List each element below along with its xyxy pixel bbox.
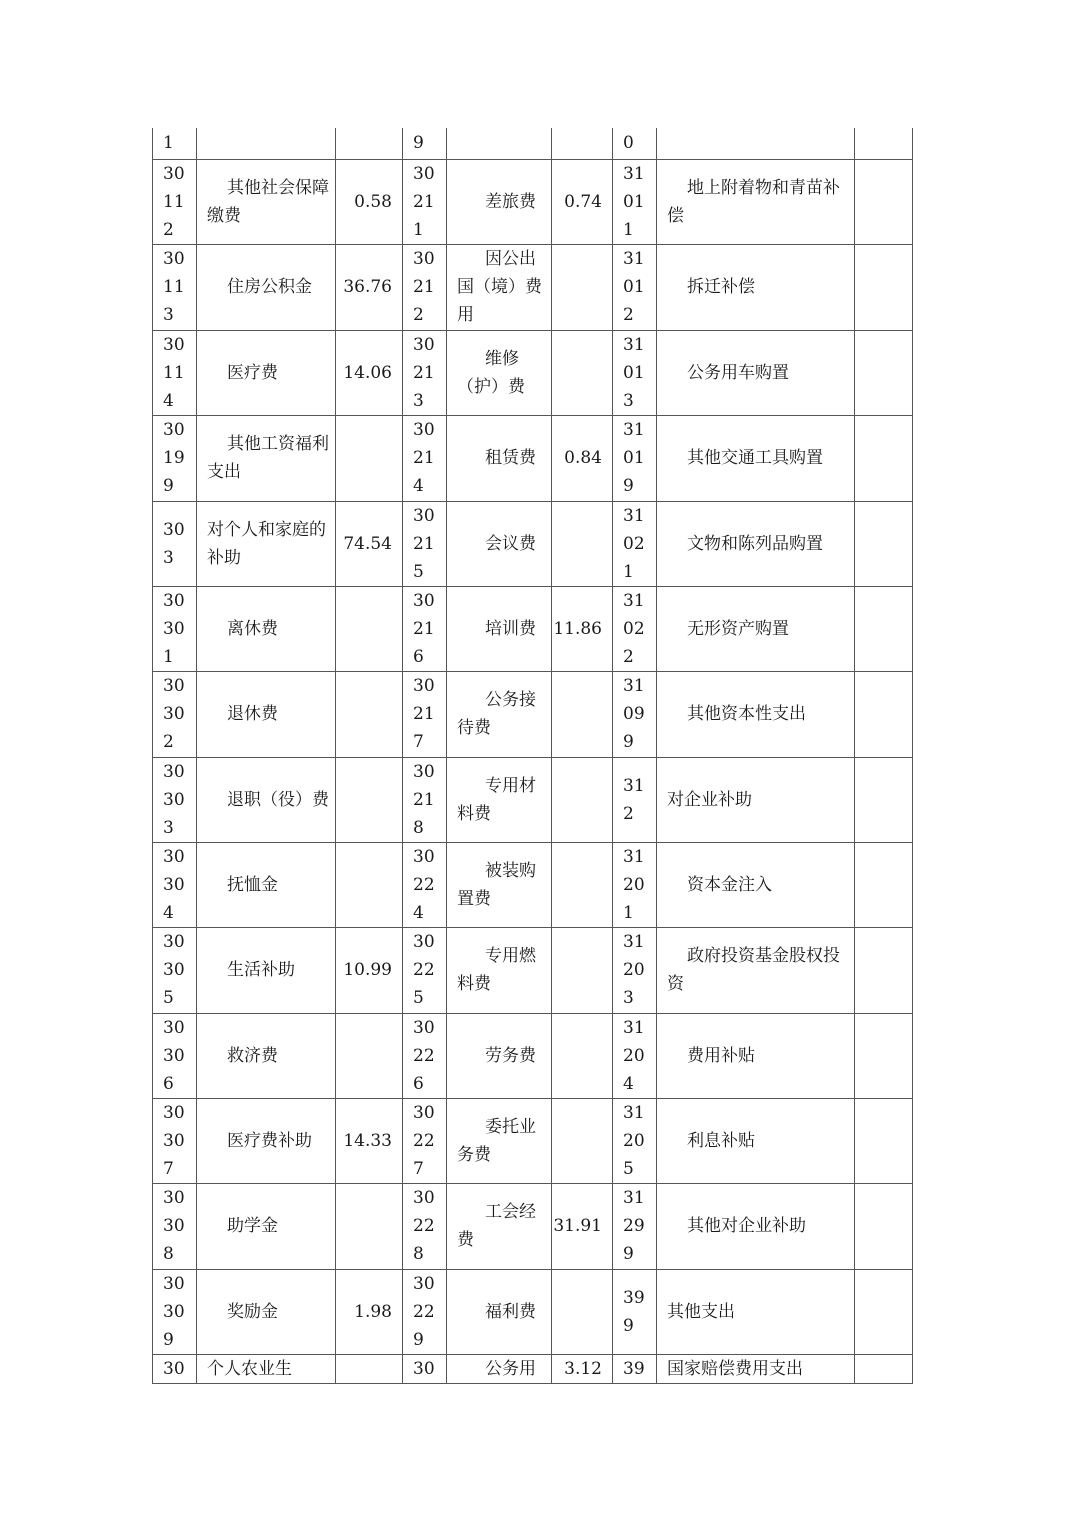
amount-value (552, 330, 613, 415)
amount-value: 14.33 (336, 1098, 403, 1183)
account-code (153, 586, 197, 671)
account-name (447, 128, 552, 159)
account-name (657, 1098, 855, 1183)
account-name (197, 1354, 336, 1383)
account-name-text: 医疗费 (227, 362, 278, 383)
account-code (153, 244, 197, 330)
account-code (403, 586, 447, 671)
account-code-text: 30 (413, 1358, 435, 1379)
account-code (153, 128, 197, 159)
account-name-text: 其他对企业补助 (687, 1216, 806, 1236)
account-name-text: 因公出国（境）费用 (457, 249, 542, 325)
table-row (153, 1098, 913, 1183)
account-name-text: 拆迁补偿 (687, 277, 755, 297)
account-name (197, 671, 336, 757)
account-code-text: 30199 (163, 420, 185, 496)
account-code (403, 1269, 447, 1354)
account-code-text: 30113 (163, 249, 185, 325)
account-code-text: 30225 (413, 932, 435, 1008)
account-code-text: 30214 (413, 420, 435, 496)
account-name-text: 其他支出 (667, 1301, 735, 1322)
account-name-text: 救济费 (227, 1045, 278, 1066)
account-name (447, 244, 552, 330)
account-code (403, 757, 447, 842)
account-code (403, 842, 447, 927)
account-name (657, 244, 855, 330)
account-name-text: 劳务费 (485, 1045, 536, 1066)
account-code (613, 757, 657, 842)
account-code-text: 30215 (413, 505, 435, 582)
account-code-text: 39 (623, 1358, 645, 1379)
amount-value: 31.91 (552, 1183, 613, 1269)
table-row (153, 1183, 913, 1269)
account-code (613, 128, 657, 159)
account-code (153, 330, 197, 415)
table-row (153, 927, 913, 1013)
amount-value (336, 671, 403, 757)
account-code-text: 30218 (413, 761, 435, 838)
account-name (197, 501, 336, 586)
account-code (613, 671, 657, 757)
amount-value (855, 1269, 913, 1354)
account-code-text: 30308 (163, 1188, 185, 1264)
account-code (613, 1183, 657, 1269)
account-name-text: 专用材料费 (457, 775, 536, 824)
account-code (153, 1269, 197, 1354)
account-name (447, 1269, 552, 1354)
account-code (153, 927, 197, 1013)
account-name-text: 工会经费 (457, 1202, 536, 1250)
account-code (613, 1269, 657, 1354)
account-code (153, 842, 197, 927)
amount-value (552, 501, 613, 586)
account-name (657, 1354, 855, 1383)
account-name-text: 政府投资基金股权投资 (667, 946, 840, 994)
account-code (613, 501, 657, 586)
account-code-text: 31299 (623, 1188, 645, 1264)
amount-value: 10.99 (336, 927, 403, 1013)
account-name (447, 1183, 552, 1269)
account-name (197, 927, 336, 1013)
account-code (613, 159, 657, 244)
amount-value (552, 1098, 613, 1183)
amount-value (552, 1013, 613, 1098)
account-name (657, 128, 855, 159)
account-name-text: 培训费 (485, 618, 536, 639)
amount-value (336, 1183, 403, 1269)
table-row (153, 1354, 913, 1383)
account-name-text: 住房公积金 (227, 277, 312, 297)
account-name-text: 离休费 (227, 618, 278, 639)
account-code-text: 31013 (623, 334, 645, 411)
amount-value (552, 757, 613, 842)
account-name-text: 租赁费 (485, 448, 536, 468)
account-code (403, 927, 447, 1013)
account-name (197, 415, 336, 501)
amount-value (855, 586, 913, 671)
account-code-text: 31021 (623, 505, 645, 582)
account-name (447, 159, 552, 244)
account-name (657, 842, 855, 927)
amount-value (552, 244, 613, 330)
account-name (657, 501, 855, 586)
account-code-text: 31019 (623, 420, 645, 496)
account-name (447, 671, 552, 757)
account-code-text: 30227 (413, 1102, 435, 1179)
account-name (657, 671, 855, 757)
table-row (153, 1013, 913, 1098)
account-name (197, 586, 336, 671)
account-code-text: 30 (163, 1358, 185, 1379)
amount-value (552, 671, 613, 757)
account-name (657, 330, 855, 415)
account-code-text: 30112 (163, 163, 185, 240)
account-name (657, 1013, 855, 1098)
account-name-text: 抚恤金 (227, 874, 278, 895)
account-code-text: 30212 (413, 249, 435, 325)
account-name (447, 501, 552, 586)
account-code-text: 30305 (163, 932, 185, 1008)
account-name-text: 对企业补助 (667, 789, 752, 810)
amount-value (336, 1354, 403, 1383)
account-code-text: 31011 (623, 163, 645, 240)
account-name (657, 159, 855, 244)
amount-value (855, 1013, 913, 1098)
amount-value: 14.06 (336, 330, 403, 415)
amount-value (855, 757, 913, 842)
account-name (657, 927, 855, 1013)
table-row (153, 671, 913, 757)
account-code (403, 159, 447, 244)
account-code (403, 244, 447, 330)
amount-value (336, 128, 403, 159)
account-name-text: 公务用 (485, 1358, 536, 1379)
account-name (197, 159, 336, 244)
amount-value (855, 159, 913, 244)
account-code (403, 415, 447, 501)
account-code (153, 159, 197, 244)
table-row (153, 842, 913, 927)
account-name (657, 757, 855, 842)
account-name-text: 被装购置费 (457, 860, 536, 909)
account-code (403, 671, 447, 757)
account-code-text: 30114 (163, 334, 185, 411)
amount-value (552, 128, 613, 159)
budget-expense-table (152, 128, 913, 1384)
account-name (447, 757, 552, 842)
table-row (153, 330, 913, 415)
account-name-text: 其他工资福利支出 (207, 434, 329, 482)
amount-value: 0.74 (552, 159, 613, 244)
account-name (197, 1013, 336, 1098)
account-code-text: 30224 (413, 846, 435, 923)
account-name-text: 个人农业生 (207, 1358, 292, 1379)
account-name (447, 415, 552, 501)
account-code-text: 30217 (413, 676, 435, 752)
amount-value (855, 1183, 913, 1269)
account-code-text: 30307 (163, 1102, 185, 1179)
account-code-text: 30301 (163, 590, 185, 667)
amount-value (855, 244, 913, 330)
account-code (613, 1098, 657, 1183)
account-code-text: 31022 (623, 590, 645, 667)
account-code-text: 31099 (623, 676, 645, 752)
account-code (403, 1098, 447, 1183)
account-code-text: 30229 (413, 1273, 435, 1350)
amount-value (855, 1354, 913, 1383)
account-name-text: 退职（役）费 (227, 789, 329, 810)
account-code-text: 9 (413, 133, 424, 154)
amount-value: 11.86 (552, 586, 613, 671)
account-code-text: 31203 (623, 932, 645, 1008)
account-code (153, 1098, 197, 1183)
account-name (447, 330, 552, 415)
account-name-text: 福利费 (485, 1301, 536, 1322)
account-code-text: 1 (163, 133, 174, 154)
account-name-text: 公务接待费 (457, 690, 536, 738)
account-name (197, 330, 336, 415)
table-row (153, 415, 913, 501)
account-code (613, 244, 657, 330)
amount-value (336, 1013, 403, 1098)
account-code (153, 501, 197, 586)
account-name-text: 会议费 (485, 533, 536, 554)
account-code (153, 1013, 197, 1098)
account-code (403, 1013, 447, 1098)
account-code-text: 30228 (413, 1188, 435, 1264)
table-row (153, 128, 913, 159)
account-code (153, 757, 197, 842)
account-name-text: 地上附着物和青苗补偿 (667, 177, 840, 226)
account-name (447, 586, 552, 671)
amount-value: 0.84 (552, 415, 613, 501)
amount-value (855, 330, 913, 415)
amount-value (855, 927, 913, 1013)
account-name (657, 1269, 855, 1354)
account-code-text: 31201 (623, 846, 645, 923)
amount-value: 1.98 (336, 1269, 403, 1354)
amount-value (336, 415, 403, 501)
account-name-text: 专用燃料费 (457, 946, 536, 994)
account-name-text: 助学金 (227, 1216, 278, 1236)
amount-value: 0.58 (336, 159, 403, 244)
account-code-text: 31205 (623, 1102, 645, 1179)
account-code-text: 30211 (413, 163, 435, 240)
account-name-text: 其他资本性支出 (687, 704, 806, 724)
account-code-text: 0 (623, 133, 634, 154)
account-name-text: 资本金注入 (687, 874, 772, 895)
account-code (153, 671, 197, 757)
account-name-text: 医疗费补助 (227, 1130, 312, 1151)
account-name (197, 128, 336, 159)
account-name (657, 1183, 855, 1269)
account-name (447, 1354, 552, 1383)
account-code (403, 128, 447, 159)
account-name-text: 无形资产购置 (687, 618, 789, 639)
account-code-text: 30213 (413, 334, 435, 411)
account-code-text: 30303 (163, 761, 185, 838)
account-code-text: 303 (163, 519, 185, 568)
account-name-text: 国家赔偿费用支出 (667, 1358, 803, 1379)
account-name-text: 退休费 (227, 704, 278, 724)
table-row (153, 501, 913, 586)
account-code (613, 842, 657, 927)
account-name-text: 其他社会保障缴费 (207, 177, 329, 226)
amount-value (552, 927, 613, 1013)
account-name (657, 415, 855, 501)
account-code-text: 30304 (163, 846, 185, 923)
account-code (613, 586, 657, 671)
account-code-text: 30226 (413, 1017, 435, 1094)
account-name (447, 1098, 552, 1183)
table-row (153, 586, 913, 671)
table-row (153, 1269, 913, 1354)
account-code-text: 31204 (623, 1017, 645, 1094)
account-code (613, 330, 657, 415)
account-code (153, 415, 197, 501)
amount-value (336, 842, 403, 927)
table-row (153, 159, 913, 244)
account-name (197, 244, 336, 330)
account-name (197, 757, 336, 842)
account-code (403, 501, 447, 586)
account-code (403, 1183, 447, 1269)
account-code (403, 1354, 447, 1383)
account-code (613, 1013, 657, 1098)
amount-value (552, 1269, 613, 1354)
account-name (197, 842, 336, 927)
amount-value (855, 128, 913, 159)
account-code-text: 30306 (163, 1017, 185, 1094)
amount-value (855, 415, 913, 501)
amount-value (552, 842, 613, 927)
amount-value: 74.54 (336, 501, 403, 586)
account-name-text: 委托业务费 (457, 1116, 536, 1165)
account-name-text: 文物和陈列品购置 (687, 533, 823, 554)
account-name (447, 1013, 552, 1098)
account-name-text: 维修（护）费 (457, 348, 525, 397)
amount-value (855, 671, 913, 757)
account-code-text: 30309 (163, 1273, 185, 1350)
account-name-text: 差旅费 (485, 191, 536, 212)
account-name-text: 奖励金 (227, 1301, 278, 1322)
amount-value (855, 1098, 913, 1183)
account-name-text: 利息补贴 (687, 1130, 755, 1151)
account-name (197, 1183, 336, 1269)
table-row (153, 244, 913, 330)
amount-value (855, 501, 913, 586)
account-code-text: 31012 (623, 249, 645, 325)
account-name (657, 586, 855, 671)
amount-value (336, 586, 403, 671)
account-name-text: 费用补贴 (687, 1045, 755, 1066)
account-name-text: 其他交通工具购置 (687, 448, 823, 468)
account-code-text: 30302 (163, 676, 185, 752)
account-code-text: 312 (623, 775, 645, 824)
account-code-text: 399 (623, 1287, 645, 1336)
account-name-text: 生活补助 (227, 960, 295, 980)
amount-value: 3.12 (552, 1354, 613, 1383)
account-code (403, 330, 447, 415)
account-name-text: 对个人和家庭的补助 (207, 519, 326, 568)
amount-value (336, 757, 403, 842)
account-name (447, 842, 552, 927)
amount-value (855, 842, 913, 927)
account-code-text: 30216 (413, 590, 435, 667)
account-code (613, 927, 657, 1013)
account-name (447, 927, 552, 1013)
account-name (197, 1269, 336, 1354)
account-code (613, 415, 657, 501)
table-row (153, 757, 913, 842)
account-code (153, 1183, 197, 1269)
account-code (153, 1354, 197, 1383)
amount-value: 36.76 (336, 244, 403, 330)
account-code (613, 1354, 657, 1383)
account-name (197, 1098, 336, 1183)
account-name-text: 公务用车购置 (687, 362, 789, 383)
